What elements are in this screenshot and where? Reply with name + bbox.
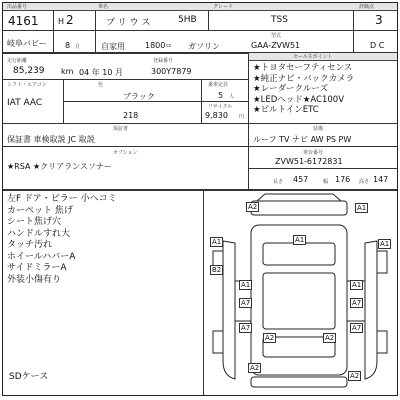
car-damage-diagram: [205, 191, 395, 393]
int-ext-score: D C: [370, 41, 385, 50]
recycle-unit: 円: [239, 114, 245, 120]
seats-value: 5: [218, 91, 224, 100]
recycle-value: 9,830: [205, 111, 228, 120]
vin-label: 車台番号: [303, 150, 324, 156]
mileage-value: 85,239: [13, 66, 45, 76]
damage-mark: A1: [241, 281, 251, 289]
damage-mark: A1: [380, 240, 390, 248]
length-value: 457: [293, 175, 309, 184]
score-label: 評価点: [359, 4, 375, 10]
damage-mark: A7: [352, 324, 362, 332]
options-value: ★RSA ★クリアランスソナー: [7, 162, 112, 171]
mileage-label: 走行距離: [7, 58, 28, 64]
reg-label: 登録番号: [153, 58, 174, 64]
damage-mark: A1: [352, 281, 362, 289]
month: 8: [65, 41, 71, 50]
feature-item: ★トヨタセーフティセンス: [253, 63, 353, 73]
feature-item: ★ビルトインETC: [253, 105, 319, 115]
color-label: 色: [98, 82, 104, 88]
equipment-label: 装備: [313, 126, 324, 132]
warranty-value: 保証書 車検取説 JC 取説: [7, 135, 95, 144]
note-line: ホイールハバーA: [7, 251, 76, 262]
body-type: 5HB: [178, 15, 197, 25]
damage-mark: A7: [241, 299, 251, 307]
vin-value: ZVW51-6172831: [275, 157, 343, 166]
features-list: [253, 63, 354, 116]
mileage-unit: km: [61, 67, 74, 76]
car-name-label: 車名: [98, 4, 109, 10]
feature-item: ★純正ナビ・バックカメラ: [253, 73, 355, 84]
shift-label: シフト・エアコン: [7, 82, 47, 88]
damage-mark: A2: [350, 372, 360, 380]
model-value: GAA-ZVW51: [251, 41, 301, 50]
options-label: オプション: [113, 150, 138, 156]
note-line: 外装小傷有り: [7, 274, 62, 285]
note-line: シート焦げ穴: [7, 217, 62, 227]
damage-mark: A7: [352, 299, 362, 307]
damage-mark: B2: [212, 266, 222, 274]
damage-mark: A2: [325, 334, 335, 342]
month-unit: 月: [75, 44, 81, 50]
seats-label: 乗車定員: [208, 82, 229, 88]
grade-label: グレード: [213, 4, 234, 10]
fuel: ガソリン: [188, 42, 220, 51]
damage-mark: A1: [212, 238, 222, 246]
width-value: 176: [335, 175, 351, 184]
displacement: 1800: [145, 41, 166, 50]
color-code: 218: [123, 111, 139, 120]
grade-value: TSS: [271, 15, 288, 25]
note-line: タッチ汚れ: [7, 240, 53, 250]
feature-item: ★レーダークルーズ: [253, 84, 328, 94]
damage-mark: A1: [295, 236, 305, 244]
inspector-notes: [7, 194, 117, 286]
height-value: 147: [373, 175, 389, 184]
car-name: プリウス: [106, 18, 154, 28]
seats-unit: 人: [229, 94, 235, 100]
damage-mark: A7: [241, 324, 251, 332]
damage-mark: A1: [357, 204, 367, 212]
inspection-value: 04 年 10 月: [79, 68, 123, 77]
shift-value: IAT AAC: [7, 98, 43, 108]
recycle-label: リサイクル: [208, 104, 233, 110]
year-number: 2: [66, 13, 74, 27]
damage-mark: A2: [250, 364, 260, 372]
feature-item: ★LEDヘッド★AC100V: [253, 94, 345, 105]
reg-value: 300Y7879: [151, 67, 192, 76]
height-label: 高さ: [359, 179, 370, 185]
color-value: ブラック: [123, 92, 155, 101]
auction-sheet: [2, 2, 398, 396]
header-bar: [3, 3, 397, 11]
note-line: サイドミラーA: [7, 263, 67, 273]
features-label: セールスポイント: [293, 54, 333, 60]
length-label: 長さ: [273, 179, 284, 185]
width-label: 幅: [323, 179, 329, 185]
note-line: 左F ドア・ピラー 小ヘコミ: [7, 194, 117, 204]
tail-note: SDケース: [9, 372, 49, 382]
lot-label: 出品番号: [7, 4, 28, 10]
score-value: 3: [375, 13, 383, 27]
lot-number: 4161: [8, 14, 39, 28]
displacement-unit: cc: [166, 43, 172, 49]
equipment-value: ルーフ TV ナビ AW PS PW: [253, 135, 352, 144]
year-era: H: [58, 17, 65, 26]
venue: 岐阜バビー: [7, 39, 47, 48]
damage-mark: A2: [248, 203, 258, 211]
note-line: ハンドルすれ大: [7, 228, 71, 239]
warranty-label: 保証書: [113, 126, 129, 132]
damage-mark: A2: [265, 334, 275, 342]
note-line: カーペット 焦げ: [7, 205, 73, 216]
usage: 自家用: [101, 42, 125, 51]
model-label: 型式: [271, 33, 282, 39]
